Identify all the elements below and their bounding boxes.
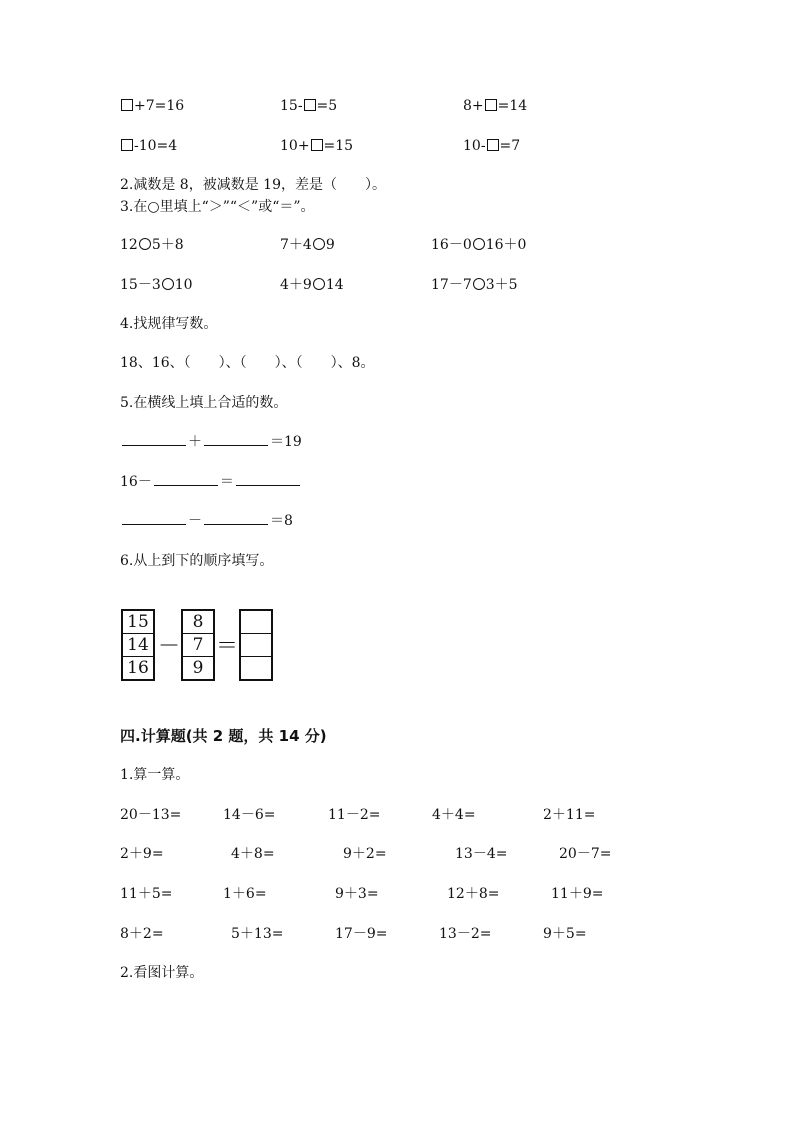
answer-box[interactable] [304, 99, 316, 111]
compare-circle[interactable] [313, 238, 325, 250]
minuend-cell: 15 [123, 611, 153, 634]
fill-line-3: － ＝8 [120, 510, 293, 532]
box-equation: 10- =7 [463, 138, 521, 154]
fill-blank[interactable] [236, 472, 300, 486]
result-column [239, 609, 273, 681]
question-3: 3.在○里填上“＞”“＜”或“＝”。 [120, 199, 315, 215]
fill-blank[interactable] [122, 432, 186, 446]
subtrahend-cell: 8 [183, 611, 213, 634]
compare-item: 4＋9 14 [280, 277, 344, 293]
result-cell[interactable] [241, 657, 271, 679]
calc-item: 4＋4= [432, 807, 476, 823]
compare-item: 17－7 3＋5 [431, 277, 518, 293]
calc-item: 4＋8= [231, 846, 275, 862]
box-equation: -10=4 [120, 135, 177, 157]
compare-circle[interactable] [139, 238, 151, 250]
result-cell[interactable] [241, 634, 271, 657]
calc-item: 12＋8= [447, 886, 500, 902]
minuend-cell: 14 [123, 634, 153, 657]
box-equation: 15- =5 [280, 98, 338, 114]
answer-box[interactable] [121, 139, 133, 151]
calc-item: 13－4= [455, 846, 508, 862]
equals-sign: ＝ [216, 634, 239, 659]
fill-line-1: ＋ ＝19 [120, 431, 302, 453]
fill-blank[interactable] [122, 511, 186, 525]
section-4-question-2: 2.看图计算。 [120, 965, 204, 981]
question-4: 4.找规律写数。 [120, 316, 218, 332]
calc-item: 9＋5= [543, 926, 587, 942]
section-4-question-1: 1.算一算。 [120, 767, 190, 783]
minus-sign: － [158, 634, 181, 659]
answer-box[interactable] [485, 99, 497, 111]
answer-box[interactable] [311, 139, 323, 151]
calc-item: 20－13= [120, 807, 182, 823]
section-4-title: 四.计算题(共 2 题，共 14 分) [120, 727, 327, 745]
calc-item: 17－9= [335, 926, 388, 942]
compare-circle[interactable] [473, 278, 485, 290]
result-cell[interactable] [241, 611, 271, 634]
minuend-cell: 16 [127, 658, 149, 678]
calc-item: 8＋2= [120, 926, 164, 942]
calc-item: 2＋11= [543, 807, 596, 823]
compare-item: 7＋4 9 [280, 237, 335, 253]
calc-item: 9＋2= [343, 846, 387, 862]
question-6: 6.从上到下的顺序填写。 [120, 553, 274, 569]
question-5: 5.在横线上填上合适的数。 [120, 395, 288, 411]
calc-item: 5＋13= [231, 926, 284, 942]
compare-circle[interactable] [313, 278, 325, 290]
box-equation: 8+ =14 [463, 98, 528, 114]
calc-item: 11＋9= [551, 886, 604, 902]
minuend-column [121, 609, 155, 681]
fill-blank[interactable] [154, 472, 218, 486]
calc-item: 11＋5= [120, 886, 173, 902]
answer-box[interactable] [121, 99, 133, 111]
compare-item: 12 5＋8 [120, 237, 184, 253]
compare-item: 16－0 16＋0 [431, 237, 527, 253]
subtrahend-column [181, 609, 215, 681]
calc-item: 11－2= [328, 807, 381, 823]
calc-item: 9＋3= [335, 886, 379, 902]
fill-blank[interactable] [204, 432, 268, 446]
calc-item: 14－6= [223, 807, 276, 823]
calc-item: 1＋6= [223, 886, 267, 902]
compare-item: 15－3 10 [120, 277, 193, 293]
subtrahend-cell: 7 [183, 634, 213, 657]
sequence-line: 18、16、（ ）、（ ）、（ ）、8。 [120, 355, 375, 371]
calc-item: 20－7= [559, 846, 612, 862]
compare-circle[interactable] [162, 278, 174, 290]
question-2: 2.减数是 8，被减数是 19，差是（ ）。 [120, 177, 386, 193]
calc-item: 13－2= [439, 926, 492, 942]
box-equation: 10+ =15 [280, 138, 354, 154]
answer-box[interactable] [487, 139, 499, 151]
compare-circle[interactable] [473, 238, 485, 250]
subtrahend-cell: 9 [192, 658, 204, 678]
calc-item: 2＋9= [120, 846, 164, 862]
fill-blank[interactable] [204, 511, 268, 525]
fill-line-2: 16－ ＝ [120, 471, 302, 493]
box-equation: +7=16 [120, 95, 184, 117]
